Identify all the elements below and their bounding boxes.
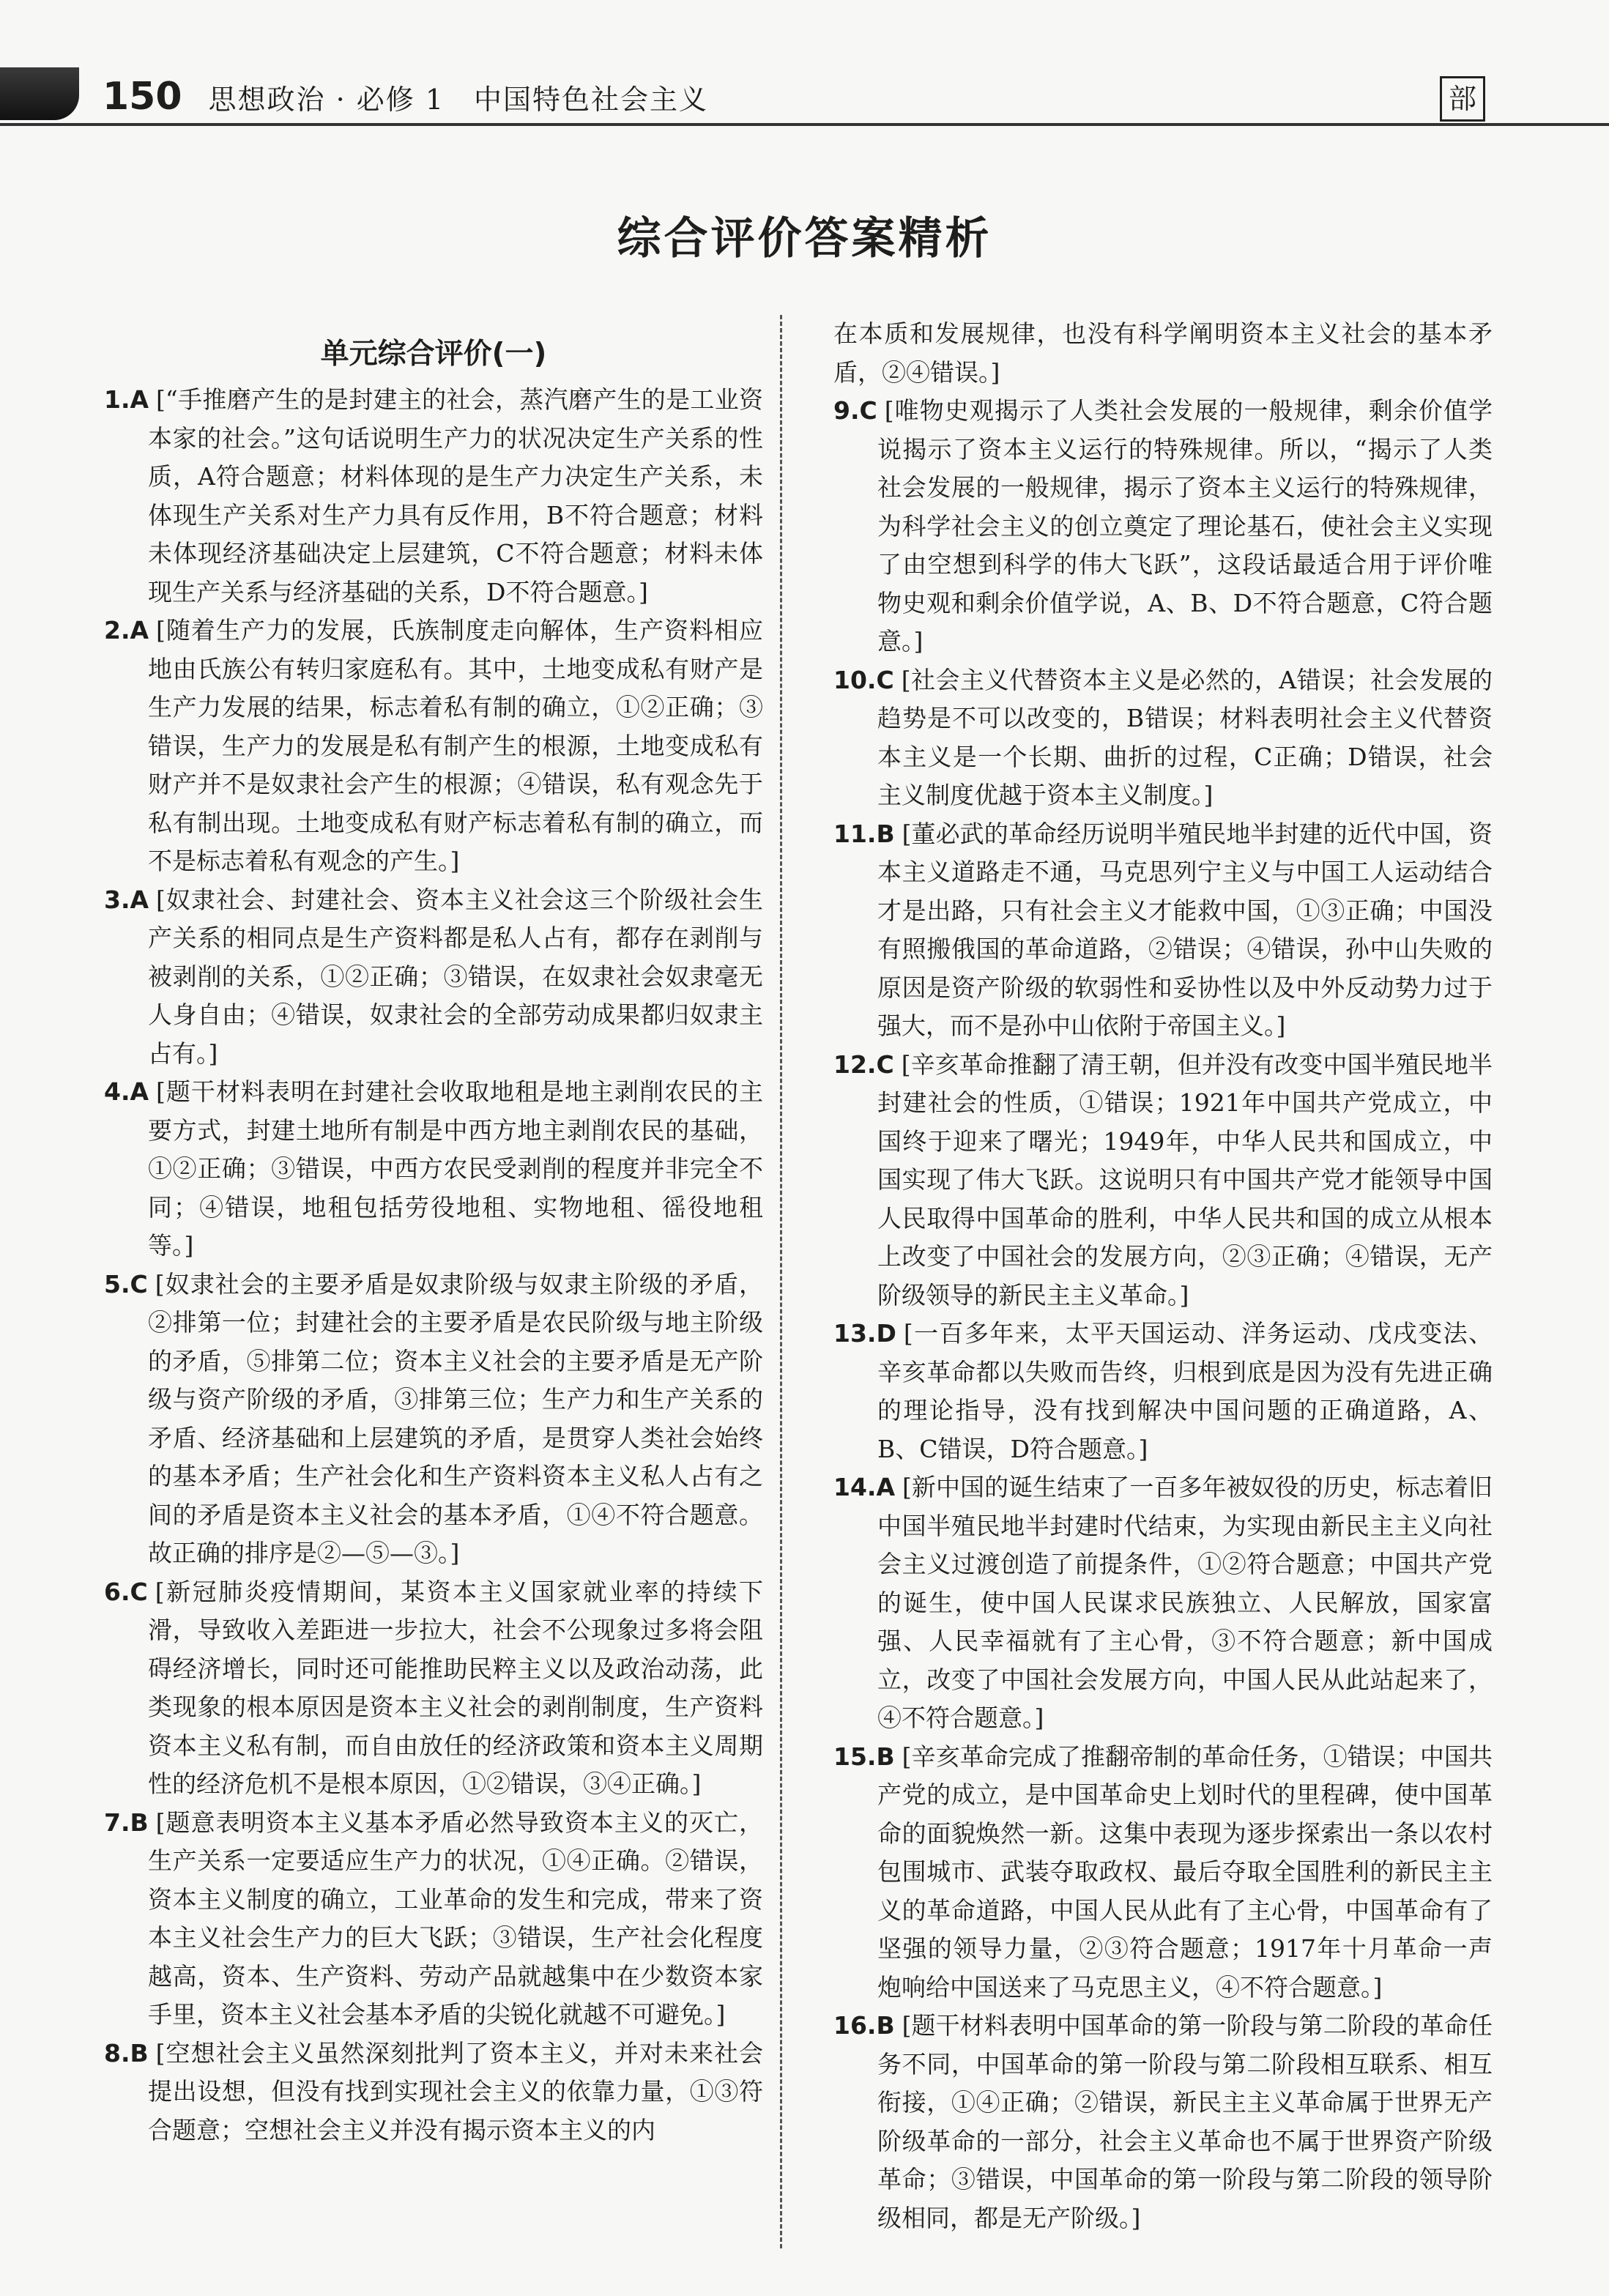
answer-item xyxy=(833,661,1493,815)
answer-explanation: [空想社会主义虽然深刻批判了资本主义，并对未来社会提出设想，但没有找到实现社会主义的依靠力量，①③符合题意；空想社会主义并没有揭示资本主义的内 xyxy=(148,2038,763,2144)
answer-explanation: [社会主义代替资本主义是必然的，A错误；社会发展的趋势是不可以改变的，B错误；材料表明社会主义代替资本主义是一个长期、曲折的过程，C正确；D错误，社会主义制度优越于资本主义制度。] xyxy=(877,665,1493,809)
answer-choice: D xyxy=(876,1319,896,1348)
answer-explanation: [随着生产力的发展，氏族制度走向解体，生产资料相应地由氏族公有转归家庭私有。其中，土地变成私有财产是生产力发展的结果，标志着私有制的确立，①②正确；③错误，生产力的发展是私有制产生的根源，土地变成私有财产并不是奴隶社会产生的根源；④错误，私有观念先于私有制出现。土地变成私有财产标志着私有制的确立，而不是标志着私有观念的产生。] xyxy=(148,616,763,875)
answer-choice: B xyxy=(130,1808,149,1837)
answer-explanation: [奴隶社会的主要矛盾是奴隶阶级与奴隶主阶级的矛盾，②排第一位；封建社会的主要矛盾是农民阶级与地主阶级的矛盾，⑤排第二位；资本主义社会的主要矛盾是无产阶级与资产阶级的矛盾，③排第三位；生产力和生产关系的矛盾、经济基础和上层建筑的矛盾，是贯穿人类社会始终的基本矛盾；生产社会化和生产资料资本主义私人占有之间的矛盾是资本主义社会的基本矛盾，①④不符合题意。故正确的排序是②—⑤—③。] xyxy=(148,1269,763,1567)
answer-choice: A xyxy=(130,616,149,644)
right-answer-list xyxy=(833,392,1493,2237)
answer-item xyxy=(104,1804,763,2035)
answer-explanation: [新冠肺炎疫情期间，某资本主义国家就业率的持续下滑，导致收入差距进一步拉大，社会不公现象过多将会阻碍经济增长，同时还可能推助民粹主义以及政治动荡，此类现象的根本原因是资本主义社会的剥削制度，生产资料资本主义私有制，而自由放任的经济政策和资本主义周期性的经济危机不是根本原因，①②错误，③④正确。] xyxy=(148,1577,763,1798)
left-column xyxy=(104,335,763,2150)
header-tab-mark xyxy=(0,67,79,120)
answer-number: 12. xyxy=(833,1049,877,1079)
answer-choice: C xyxy=(130,1269,148,1299)
answer-explanation: [题干材料表明在封建社会收取地租是地主剥削农民的主要方式，封建土地所有制是中西方地主剥削农民的基础，①②正确；③错误，中西方农民受剥削的程度并非完全不同；④错误，地租包括劳役地租、实物地租、徭役地租等。] xyxy=(148,1077,763,1260)
answer-explanation: [题干材料表明中国革命的第一阶段与第二阶段的革命任务不同，中国革命的第一阶段与第二阶段相互联系、相互衔接，①④正确；②错误，新民主主义革命属于世界无产阶级革命的一部分，社会主义革命也不属于世界资产阶级革命；③错误，中国革命的第一阶段与第二阶段的领导阶级相同，都是无产阶级。] xyxy=(877,2011,1493,2232)
answer-item xyxy=(833,815,1493,1046)
answer-number: 6. xyxy=(104,1577,130,1606)
page-header xyxy=(103,70,708,123)
answer-number: 14. xyxy=(833,1473,877,1501)
header-rule xyxy=(0,123,1609,126)
answer-choice: C xyxy=(876,665,894,694)
answer-item xyxy=(833,1046,1493,1315)
answer-number: 4. xyxy=(104,1077,130,1106)
answer-explanation: [董必武的革命经历说明半殖民地半封建的近代中国，资本主义道路走不通，马克思列宁主义与中国工人运动结合才是出路，只有社会主义才能救中国，①③正确；中国没有照搬俄国的革命道路，②错误；④错误，孙中山失败的原因是资产阶级的软弱性和妥协性以及中外反动势力过于强大，而不是孙中山依附于帝国主义。] xyxy=(877,819,1493,1040)
answer-choice: C xyxy=(859,396,877,425)
column-divider xyxy=(780,315,782,2248)
answer-item xyxy=(104,1073,763,1266)
answer-explanation: [辛亥革命推翻了清王朝，但并没有改变中国半殖民地半封建社会的性质，①错误；1921年中国共产党成立，中国终于迎来了曙光；1949年，中华人民共和国成立，中国实现了伟大飞跃。这说明只有中国共产党才能领导中国人民取得中国革命的胜利，中华人民共和国的成立从根本上改变了中国社会的发展方向，②③正确；④错误，无产阶级领导的新民主主义革命。] xyxy=(877,1049,1493,1309)
continued-answer-text: 在本质和发展规律，也没有科学阐明资本主义社会的基本矛盾，②④错误。] xyxy=(833,319,1493,387)
answer-explanation: [“手推磨产生的是封建主的社会，蒸汽磨产生的是工业资本家的社会。”这句话说明生产力的状况决定生产关系的性质，A符合题意；材料体现的是生产力决定生产关系，未体现生产关系对生产力具有反作用，B不符合题意；材料未体现经济基础决定上层建筑，C不符合题意；材料未体现生产关系与经济基础的关系，D不符合题意。] xyxy=(148,385,763,606)
answer-number: 15. xyxy=(833,1742,877,1771)
answer-item xyxy=(833,1315,1493,1468)
corner-badge: 部 xyxy=(1440,76,1485,122)
answer-number: 2. xyxy=(104,616,130,644)
answer-choice: A xyxy=(130,1077,149,1106)
answer-item xyxy=(833,1468,1493,1738)
answer-item xyxy=(104,2035,763,2150)
answer-number: 13. xyxy=(833,1319,877,1348)
answer-choice: A xyxy=(130,885,149,914)
answer-number: 1. xyxy=(104,385,130,414)
answer-choice: B xyxy=(876,2011,895,2040)
answer-number: 5. xyxy=(104,1269,130,1299)
answer-explanation: [唯物史观揭示了人类社会发展的一般规律，剩余价值学说揭示了资本主义运行的特殊规律。所以，“揭示了人类社会发展的一般规律，揭示了资本主义运行的特殊规律，为科学社会主义的创立奠定了理论基石，使社会主义实现了由空想到科学的伟大飞跃”，这段话最适合用于评价唯物史观和剩余价值学说，A、B、D不符合题意，C符合题意。] xyxy=(877,396,1493,655)
section-title: 单元综合评价(一) xyxy=(320,338,547,371)
answer-explanation: [奴隶社会、封建社会、资本主义社会这三个阶级社会生产关系的相同点是生产资料都是私人占有，都存在剥削与被剥削的关系，①②正确；③错误，在奴隶社会奴隶毫无人身自由；④错误，奴隶社会的全部劳动成果都归奴隶主占有。] xyxy=(148,885,763,1068)
series-title: 思想政治 · 必修 1 中国特色社会主义 xyxy=(208,83,709,116)
answer-choice: B xyxy=(130,2038,149,2067)
answer-explanation: [题意表明资本主义基本矛盾必然导致资本主义的灭亡，生产关系一定要适应生产力的状况，①④正确。②错误，资本主义制度的确立，工业革命的发生和完成，带来了资本主义社会生产力的巨大飞跃；③错误，生产社会化程度越高，资本、生产资料、劳动产品就越集中在少数资本家手里，资本主义社会基本矛盾的尖锐化就越不可避免。] xyxy=(148,1808,763,2029)
answer-number: 8. xyxy=(104,2038,130,2067)
left-answer-list xyxy=(104,381,763,2150)
answer-item xyxy=(104,612,763,881)
answer-number: 7. xyxy=(104,1808,130,1837)
page-number: 150 xyxy=(103,75,182,119)
answer-choice: A xyxy=(876,1473,896,1501)
right-column xyxy=(833,315,1493,2237)
answer-item xyxy=(833,392,1493,661)
answer-number: 3. xyxy=(104,885,130,914)
page-title: 综合评价答案精析 xyxy=(617,213,992,264)
answer-item xyxy=(833,2007,1493,2237)
answer-choice: B xyxy=(876,819,895,848)
answer-number: 9. xyxy=(833,396,860,425)
answer-explanation: [辛亥革命完成了推翻帝制的革命任务，①错误；中国共产党的成立，是中国革命史上划时代的里程碑，使中国革命的面貌焕然一新。这集中表现为逐步探索出一条以农村包围城市、武装夺取政权、最后夺取全国胜利的新民主主义的革命道路，中国人民从此有了主心骨，中国革命有了坚强的领导力量，②③符合题意；1917年十月革命一声炮响给中国送来了马克思主义，④不符合题意。] xyxy=(877,1742,1493,2002)
answer-number: 11. xyxy=(833,819,877,848)
answer-choice: C xyxy=(130,1577,148,1606)
answer-explanation: [一百多年来，太平天国运动、洋务运动、戊戌变法、辛亥革命都以失败而告终，归根到底是因为没有先进正确的理论指导，没有找到解决中国问题的正确道路，A、B、C错误，D符合题意。] xyxy=(877,1319,1493,1463)
answer-item xyxy=(104,381,763,612)
answer-item xyxy=(104,1573,763,1804)
answer-item xyxy=(833,1738,1493,2007)
answer-number: 10. xyxy=(833,665,877,694)
answer-choice: A xyxy=(130,385,149,414)
answer-choice: C xyxy=(876,1049,894,1079)
answer-explanation: [新中国的诞生结束了一百多年被奴役的历史，标志着旧中国半殖民地半封建时代结束，为实现由新民主主义向社会主义过渡创造了前提条件，①②符合题意；中国共产党的诞生，使中国人民谋求民族独立、人民解放，国家富强、人民幸福就有了主心骨，③不符合题意；新中国成立，改变了中国社会发展方向，中国人民从此站起来了，④不符合题意。] xyxy=(877,1473,1493,1732)
answer-item xyxy=(104,881,763,1074)
answer-number: 16. xyxy=(833,2011,877,2040)
answer-item xyxy=(104,1266,763,1573)
answer-choice: B xyxy=(876,1742,895,1771)
